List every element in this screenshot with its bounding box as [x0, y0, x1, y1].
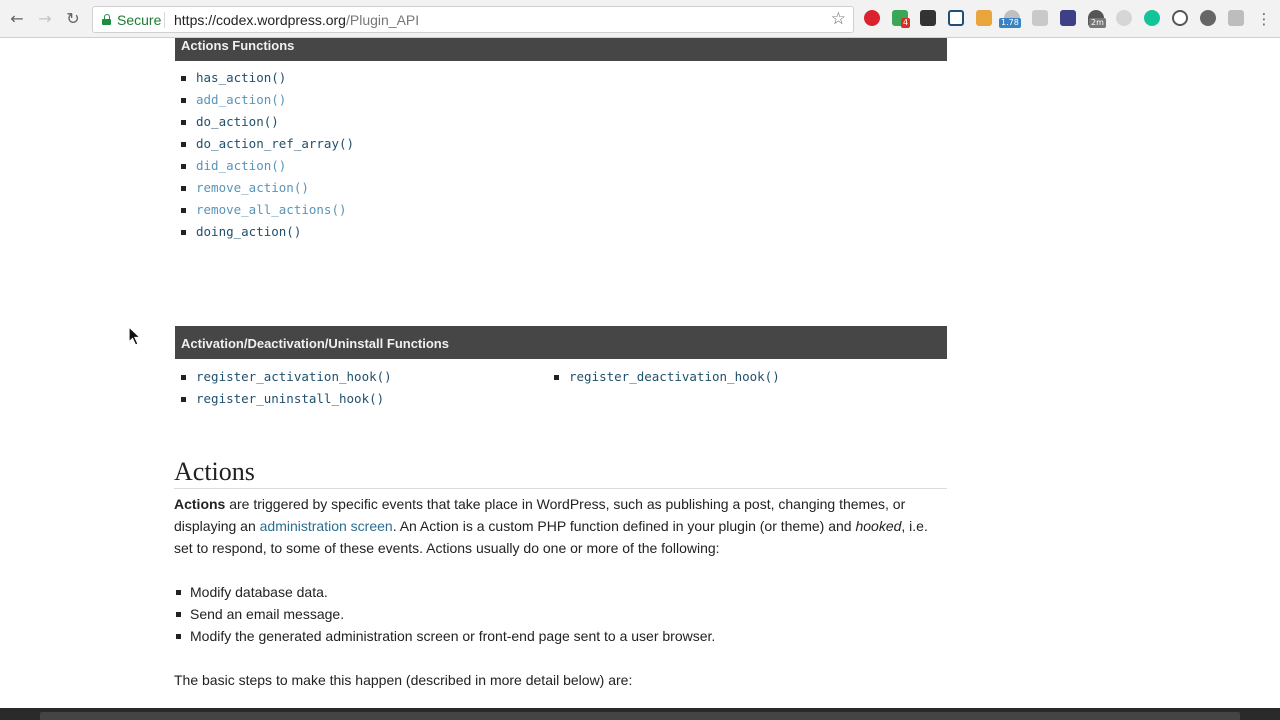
function-item [548, 366, 780, 388]
register-uninstall-hook-link[interactable]: register_uninstall_hook() [196, 391, 385, 406]
os-dock [0, 708, 1280, 720]
actions-functions-list [175, 67, 354, 243]
intro-text-1: are triggered by specific events that take place in WordPress, such as publishing a post, changing themes, or displaying an [174, 496, 906, 534]
function-item [175, 177, 354, 199]
reload-icon[interactable]: ↻ [66, 9, 80, 28]
actions-bold-term: Actions [174, 496, 226, 512]
function-item [175, 133, 354, 155]
function-link[interactable]: do_action() [196, 114, 279, 129]
layers-extension-icon[interactable] [920, 10, 936, 26]
grammarly-extension-icon[interactable] [1144, 10, 1160, 26]
url-host: https://codex.wordpress.org [174, 12, 346, 28]
bookmark-star-icon[interactable]: ☆ [830, 9, 846, 29]
function-item [175, 199, 354, 221]
register-deactivation-hook-link[interactable]: register_deactivation_hook() [569, 369, 780, 384]
onepassword-extension-icon[interactable] [1172, 10, 1188, 26]
lock-icon [102, 14, 111, 25]
page-content [0, 38, 1280, 708]
notion-extension-icon[interactable] [948, 10, 964, 26]
function-link[interactable]: add_action() [196, 92, 287, 107]
image-extension-icon[interactable] [1060, 10, 1076, 26]
url-text[interactable] [174, 12, 419, 28]
menu-dots-icon[interactable]: ⋮ [1256, 10, 1272, 28]
actions-functions-header: Actions Functions [175, 38, 947, 61]
activation-functions-header: Activation/Deactivation/Uninstall Functions [175, 326, 947, 359]
function-item [175, 221, 354, 243]
speed-extension-badge: 1.78 [1001, 18, 1019, 27]
settings-gear-icon[interactable] [1200, 10, 1216, 26]
function-link[interactable]: remove_action() [196, 180, 309, 195]
sync-extension-icon[interactable] [1116, 10, 1132, 26]
intro-text-3: , i.e. set to respond, to some of these events. Actions usually do one or more of the following: [174, 518, 928, 556]
list-item: Modify the generated administration screen or front-end page sent to a user browser. [174, 625, 715, 647]
intro-text-2: . An Action is a custom PHP function defined in your plugin (or theme) and [392, 518, 856, 534]
function-item [175, 111, 354, 133]
hooked-term: hooked [855, 518, 902, 534]
forward-arrow-icon[interactable]: → [38, 9, 52, 28]
secure-label: Secure [117, 12, 162, 28]
register-activation-hook-link[interactable]: register_activation_hook() [196, 369, 392, 384]
extension-count-badge: 4 [903, 18, 909, 27]
translate-extension-icon[interactable] [1032, 10, 1048, 26]
function-item [175, 155, 354, 177]
function-item [175, 388, 392, 410]
function-link[interactable]: did_action() [196, 158, 287, 173]
function-item [175, 89, 354, 111]
timer-extension-badge: 2m [1091, 18, 1104, 27]
function-link[interactable]: remove_all_actions() [196, 202, 347, 217]
extension-options-icon[interactable] [1228, 10, 1244, 26]
activation-functions-left-list [175, 366, 392, 410]
mouse-pointer-icon [128, 326, 142, 346]
browser-toolbar [0, 0, 1280, 38]
actions-intro-paragraph [174, 493, 946, 559]
opera-extension-icon[interactable] [864, 10, 880, 26]
url-divider [164, 12, 165, 28]
address-bar[interactable] [92, 6, 854, 33]
function-item [175, 366, 392, 388]
function-link[interactable]: has_action() [196, 70, 287, 85]
administration-screen-link[interactable]: administration screen [259, 518, 393, 534]
actions-effects-list [174, 581, 715, 647]
function-item [175, 67, 354, 89]
steps-intro-paragraph: The basic steps to make this happen (described in more detail below) are: [174, 672, 633, 688]
pencil-extension-icon[interactable] [976, 10, 992, 26]
list-item: Send an email message. [174, 603, 715, 625]
activation-functions-right-list [548, 366, 780, 388]
list-item: Modify database data. [174, 581, 715, 603]
function-link[interactable]: do_action_ref_array() [196, 136, 355, 151]
dock-shelf [40, 712, 1240, 720]
function-link[interactable]: doing_action() [196, 224, 302, 239]
actions-heading: Actions [174, 457, 947, 489]
url-path: /Plugin_API [345, 12, 420, 28]
back-arrow-icon[interactable]: ← [10, 9, 24, 28]
